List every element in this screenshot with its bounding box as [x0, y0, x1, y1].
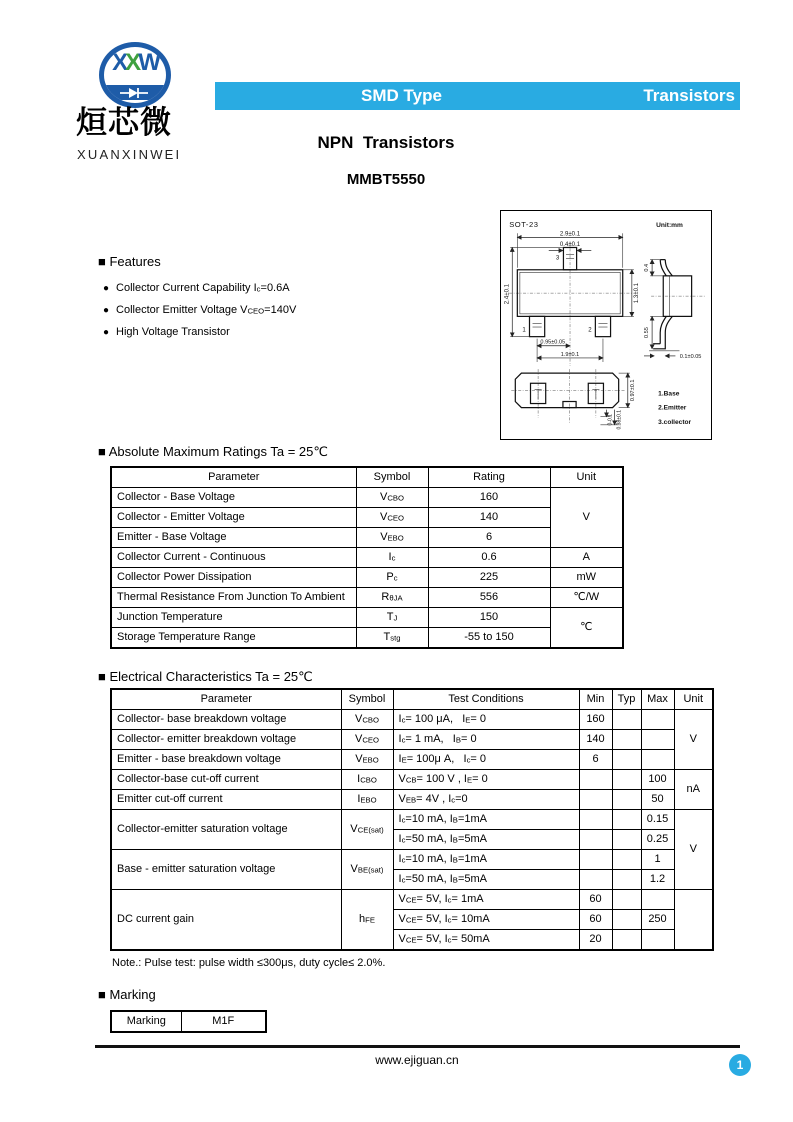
logo-diode-band: [99, 85, 171, 100]
package-bottom-view: [511, 369, 636, 429]
header-right-label: Transistors: [643, 86, 735, 105]
cell-conditions: $I_c=50$ mA, $I_B=5mA$: [393, 870, 579, 890]
cell-max: [641, 750, 674, 770]
cell-symbol: $T_J$: [356, 608, 428, 628]
pin3-number: 3: [555, 254, 560, 262]
dim-pin-width: 0.4±0.1: [559, 240, 581, 248]
cell-symbol: $V_{EBO}$: [341, 750, 393, 770]
col-header: Max: [641, 689, 674, 710]
abs-max-table: [110, 466, 624, 649]
page-title: NPN Transistors: [317, 133, 455, 152]
cell-typ: [612, 790, 641, 810]
cell-min: [579, 870, 612, 890]
unit-label: Unit:mm: [656, 222, 683, 230]
cell-rating: 0.6: [428, 548, 550, 568]
legend-pin3: 3.collector: [658, 418, 692, 426]
dim-total-height: 2.4±0.1: [503, 283, 511, 305]
legend-pin2: 2.Emitter: [658, 404, 687, 412]
pulse-test-note: Note.: Pulse test: pulse width ≤300μs, duty cycle≤ 2.0%.: [112, 957, 386, 969]
cell-rating: 225: [428, 568, 550, 588]
pin-legend: [658, 390, 691, 425]
cell-min: 6: [579, 750, 612, 770]
package-top-view: [504, 230, 640, 366]
cell-unit: nA: [674, 770, 713, 810]
company-name-chinese: 烜芯微: [76, 105, 172, 140]
cell-symbol: $V_{CEO}$: [341, 730, 393, 750]
cell-symbol: $V_{EBO}$: [356, 528, 428, 548]
table-row: [111, 730, 713, 750]
col-header: Test Conditions: [393, 689, 579, 710]
pin2-number: 2: [588, 326, 592, 334]
cell-max: 100: [641, 770, 674, 790]
table-row: [111, 628, 623, 649]
features-heading: ■ Features: [98, 254, 161, 269]
cell-symbol: $h_{FE}$: [341, 890, 393, 951]
cell-symbol: $I_c$: [356, 548, 428, 568]
cell-rating: 140: [428, 508, 550, 528]
company-name-romanized: XUANXINWEI: [77, 147, 182, 162]
cell-max: 1: [641, 850, 674, 870]
header-left-label: SMD Type: [361, 86, 442, 105]
table-row: [111, 608, 623, 628]
col-header: Symbol: [341, 689, 393, 710]
cell-symbol: $I_{EBO}$: [341, 790, 393, 810]
package-name-label: SOT-23: [509, 220, 539, 230]
cell-min: [579, 850, 612, 870]
dim-lead-top: 0.4: [644, 263, 651, 272]
table-header-row: [111, 467, 623, 488]
dim-lead-bottom: 0.55: [644, 327, 651, 339]
cell-conditions: $I_c=50$ mA, $I_B=5mA$: [393, 830, 579, 850]
page-number: 1: [736, 1058, 744, 1072]
cell-param: Emitter - base breakdown voltage: [111, 750, 341, 770]
cell-symbol: $T_{stg}$: [356, 628, 428, 649]
cell-param: DC current gain: [111, 890, 341, 951]
col-header: Typ: [612, 689, 641, 710]
cell-param: Collector-emitter saturation voltage: [111, 810, 341, 850]
cell-unit: [674, 890, 713, 951]
package-side-view: [644, 260, 706, 360]
cell-max: 1.2: [641, 870, 674, 890]
col-header: Rating: [428, 467, 550, 488]
cell-symbol: $R_{\theta JA}$: [356, 588, 428, 608]
col-header: Unit: [550, 467, 623, 488]
cell-conditions: $I_c= 100$ μA, $I_E= 0$: [393, 710, 579, 730]
part-number: MMBT5550: [346, 171, 426, 188]
table-row: [111, 890, 713, 910]
table-row: [111, 850, 713, 870]
cell-min: 140: [579, 730, 612, 750]
cell-max: [641, 730, 674, 750]
cell-max: [641, 890, 674, 910]
package-drawing: [501, 211, 711, 439]
table-row: [111, 1011, 266, 1032]
diode-icon: [118, 87, 152, 99]
cell-unit: V: [550, 488, 623, 548]
cell-param: Emitter cut-off current: [111, 790, 341, 810]
cell-rating: 6: [428, 528, 550, 548]
cell-param: Base - emitter saturation voltage: [111, 850, 341, 890]
feature-item: [103, 277, 296, 299]
cell-param: Storage Temperature Range: [111, 628, 356, 649]
cell-unit: mW: [550, 568, 623, 588]
cell-rating: 160: [428, 488, 550, 508]
cell-min: 60: [579, 910, 612, 930]
cell-max: [641, 710, 674, 730]
feature-item: [103, 321, 296, 343]
marking-heading: ■ Marking: [98, 987, 156, 1002]
cell-conditions: $V_{CE}= 5V$, $I_c= 10mA$: [393, 910, 579, 930]
cell-symbol: $V_{CEO}$: [356, 508, 428, 528]
cell-typ: [612, 870, 641, 890]
legend-pin1: 1.Base: [658, 390, 680, 398]
cell-typ: [612, 750, 641, 770]
marking-table: [110, 1010, 267, 1033]
page-number-badge: [729, 1054, 751, 1076]
cell-marking-label: Marking: [111, 1011, 181, 1032]
cell-rating: -55 to 150: [428, 628, 550, 649]
feature-text: High Voltage Transistor: [116, 326, 230, 338]
cell-unit: V: [674, 810, 713, 890]
cell-unit: A: [550, 548, 623, 568]
features-list: [103, 277, 296, 343]
cell-param: Collector- emitter breakdown voltage: [111, 730, 341, 750]
cell-symbol: $I_{CBO}$: [341, 770, 393, 790]
cell-marking-value: M1F: [181, 1011, 266, 1032]
cell-param: Collector - Emitter Voltage: [111, 508, 356, 528]
cell-min: [579, 830, 612, 850]
col-header: Parameter: [111, 467, 356, 488]
table-row: [111, 568, 623, 588]
cell-rating: 150: [428, 608, 550, 628]
feature-text: Collector Current Capability $I_c=0.6A$: [116, 282, 290, 294]
cell-max: 250: [641, 910, 674, 930]
elec-char-table: [110, 688, 714, 951]
cell-unit: ℃/W: [550, 588, 623, 608]
table-header-row: [111, 689, 713, 710]
logo-monogram: XXW: [112, 49, 158, 76]
cell-symbol: $P_c$: [356, 568, 428, 588]
cell-param: Collector Current - Continuous: [111, 548, 356, 568]
dim-body-height: 1.3±0.1: [632, 282, 640, 304]
cell-min: [579, 810, 612, 830]
cell-conditions: $I_E= 100\mu$ A, $I_c= 0$: [393, 750, 579, 770]
col-header: Unit: [674, 689, 713, 710]
cell-typ: [612, 910, 641, 930]
cell-typ: [612, 810, 641, 830]
cell-min: [579, 790, 612, 810]
table-row: [111, 588, 623, 608]
cell-conditions: $I_c=10$ mA, $I_B=1mA$: [393, 810, 579, 830]
table-row: [111, 810, 713, 830]
cell-unit: V: [674, 710, 713, 770]
abs-max-heading: ■ Absolute Maximum Ratings Ta = 25℃: [98, 444, 328, 459]
cell-min: 20: [579, 930, 612, 951]
table-row: [111, 488, 623, 508]
cell-typ: [612, 710, 641, 730]
col-header: Min: [579, 689, 612, 710]
cell-min: 60: [579, 890, 612, 910]
bullet-icon: ●: [103, 304, 110, 316]
table-row: [111, 790, 713, 810]
cell-symbol: $V_{CE(sat)}$: [341, 810, 393, 850]
cell-min: [579, 770, 612, 790]
dim-lead-thickness: 0.1±0.05: [679, 353, 702, 360]
cell-param: Collector- base breakdown voltage: [111, 710, 341, 730]
company-logo: [99, 42, 171, 108]
col-header: Symbol: [356, 467, 428, 488]
cell-rating: 556: [428, 588, 550, 608]
dim-pitch: 0.95±0.05: [540, 339, 566, 346]
cell-conditions: $V_{EB}= 4V$ , $I_c=0$: [393, 790, 579, 810]
cell-conditions: $V_{CE}= 5V$, $I_c= 50mA$: [393, 930, 579, 951]
cell-param: Collector Power Dissipation: [111, 568, 356, 588]
cell-typ: [612, 930, 641, 951]
table-row: [111, 548, 623, 568]
table-row: [111, 508, 623, 528]
cell-min: 160: [579, 710, 612, 730]
cell-param: Collector - Base Voltage: [111, 488, 356, 508]
bullet-icon: ●: [103, 282, 110, 294]
cell-unit: ℃: [550, 608, 623, 649]
cell-conditions: $V_{CB}= 100$ V , $I_E= 0$: [393, 770, 579, 790]
feature-text: Collector Emitter Voltage $V_{CEO}=140V$: [116, 304, 297, 316]
footer-divider: [95, 1045, 740, 1048]
cell-param: Junction Temperature: [111, 608, 356, 628]
cell-typ: [612, 730, 641, 750]
cell-typ: [612, 830, 641, 850]
cell-param: Collector-base cut-off current: [111, 770, 341, 790]
elec-char-heading: ■ Electrical Characteristics Ta = 25℃: [98, 669, 313, 684]
cell-symbol: $V_{CBO}$: [341, 710, 393, 730]
table-row: [111, 770, 713, 790]
table-row: [111, 528, 623, 548]
feature-item: [103, 299, 296, 321]
cell-conditions: $I_c= 1$ mA, $I_B= 0$: [393, 730, 579, 750]
dim-span: 1.9±0.1: [560, 351, 580, 358]
bullet-icon: ●: [103, 326, 110, 338]
package-drawing-box: [500, 210, 712, 440]
cell-typ: [612, 770, 641, 790]
cell-max: 0.15: [641, 810, 674, 830]
col-header: Parameter: [111, 689, 341, 710]
dim-standoff: 0-0.1: [607, 413, 614, 426]
dim-body-width: 2.9±0.1: [559, 230, 581, 238]
footer-website: www.ejiguan.cn: [375, 1053, 459, 1067]
cell-typ: [612, 850, 641, 870]
table-row: [111, 750, 713, 770]
dim-foot: 0.38±0.1: [616, 409, 623, 430]
cell-param: Thermal Resistance From Junction To Ambient: [111, 588, 356, 608]
dim-side-height: 0.97±0.1: [629, 379, 636, 402]
cell-max: 0.25: [641, 830, 674, 850]
cell-max: 50: [641, 790, 674, 810]
cell-conditions: $V_{CE}= 5V$, $I_c= 1mA$: [393, 890, 579, 910]
header-bar: [215, 82, 740, 110]
table-row: [111, 710, 713, 730]
cell-max: [641, 930, 674, 951]
cell-conditions: $I_c=10$ mA, $I_B=1mA$: [393, 850, 579, 870]
pin1-number: 1: [522, 326, 526, 334]
cell-symbol: $V_{CBO}$: [356, 488, 428, 508]
cell-typ: [612, 890, 641, 910]
cell-param: Emitter - Base Voltage: [111, 528, 356, 548]
cell-symbol: $V_{BE(sat)}$: [341, 850, 393, 890]
